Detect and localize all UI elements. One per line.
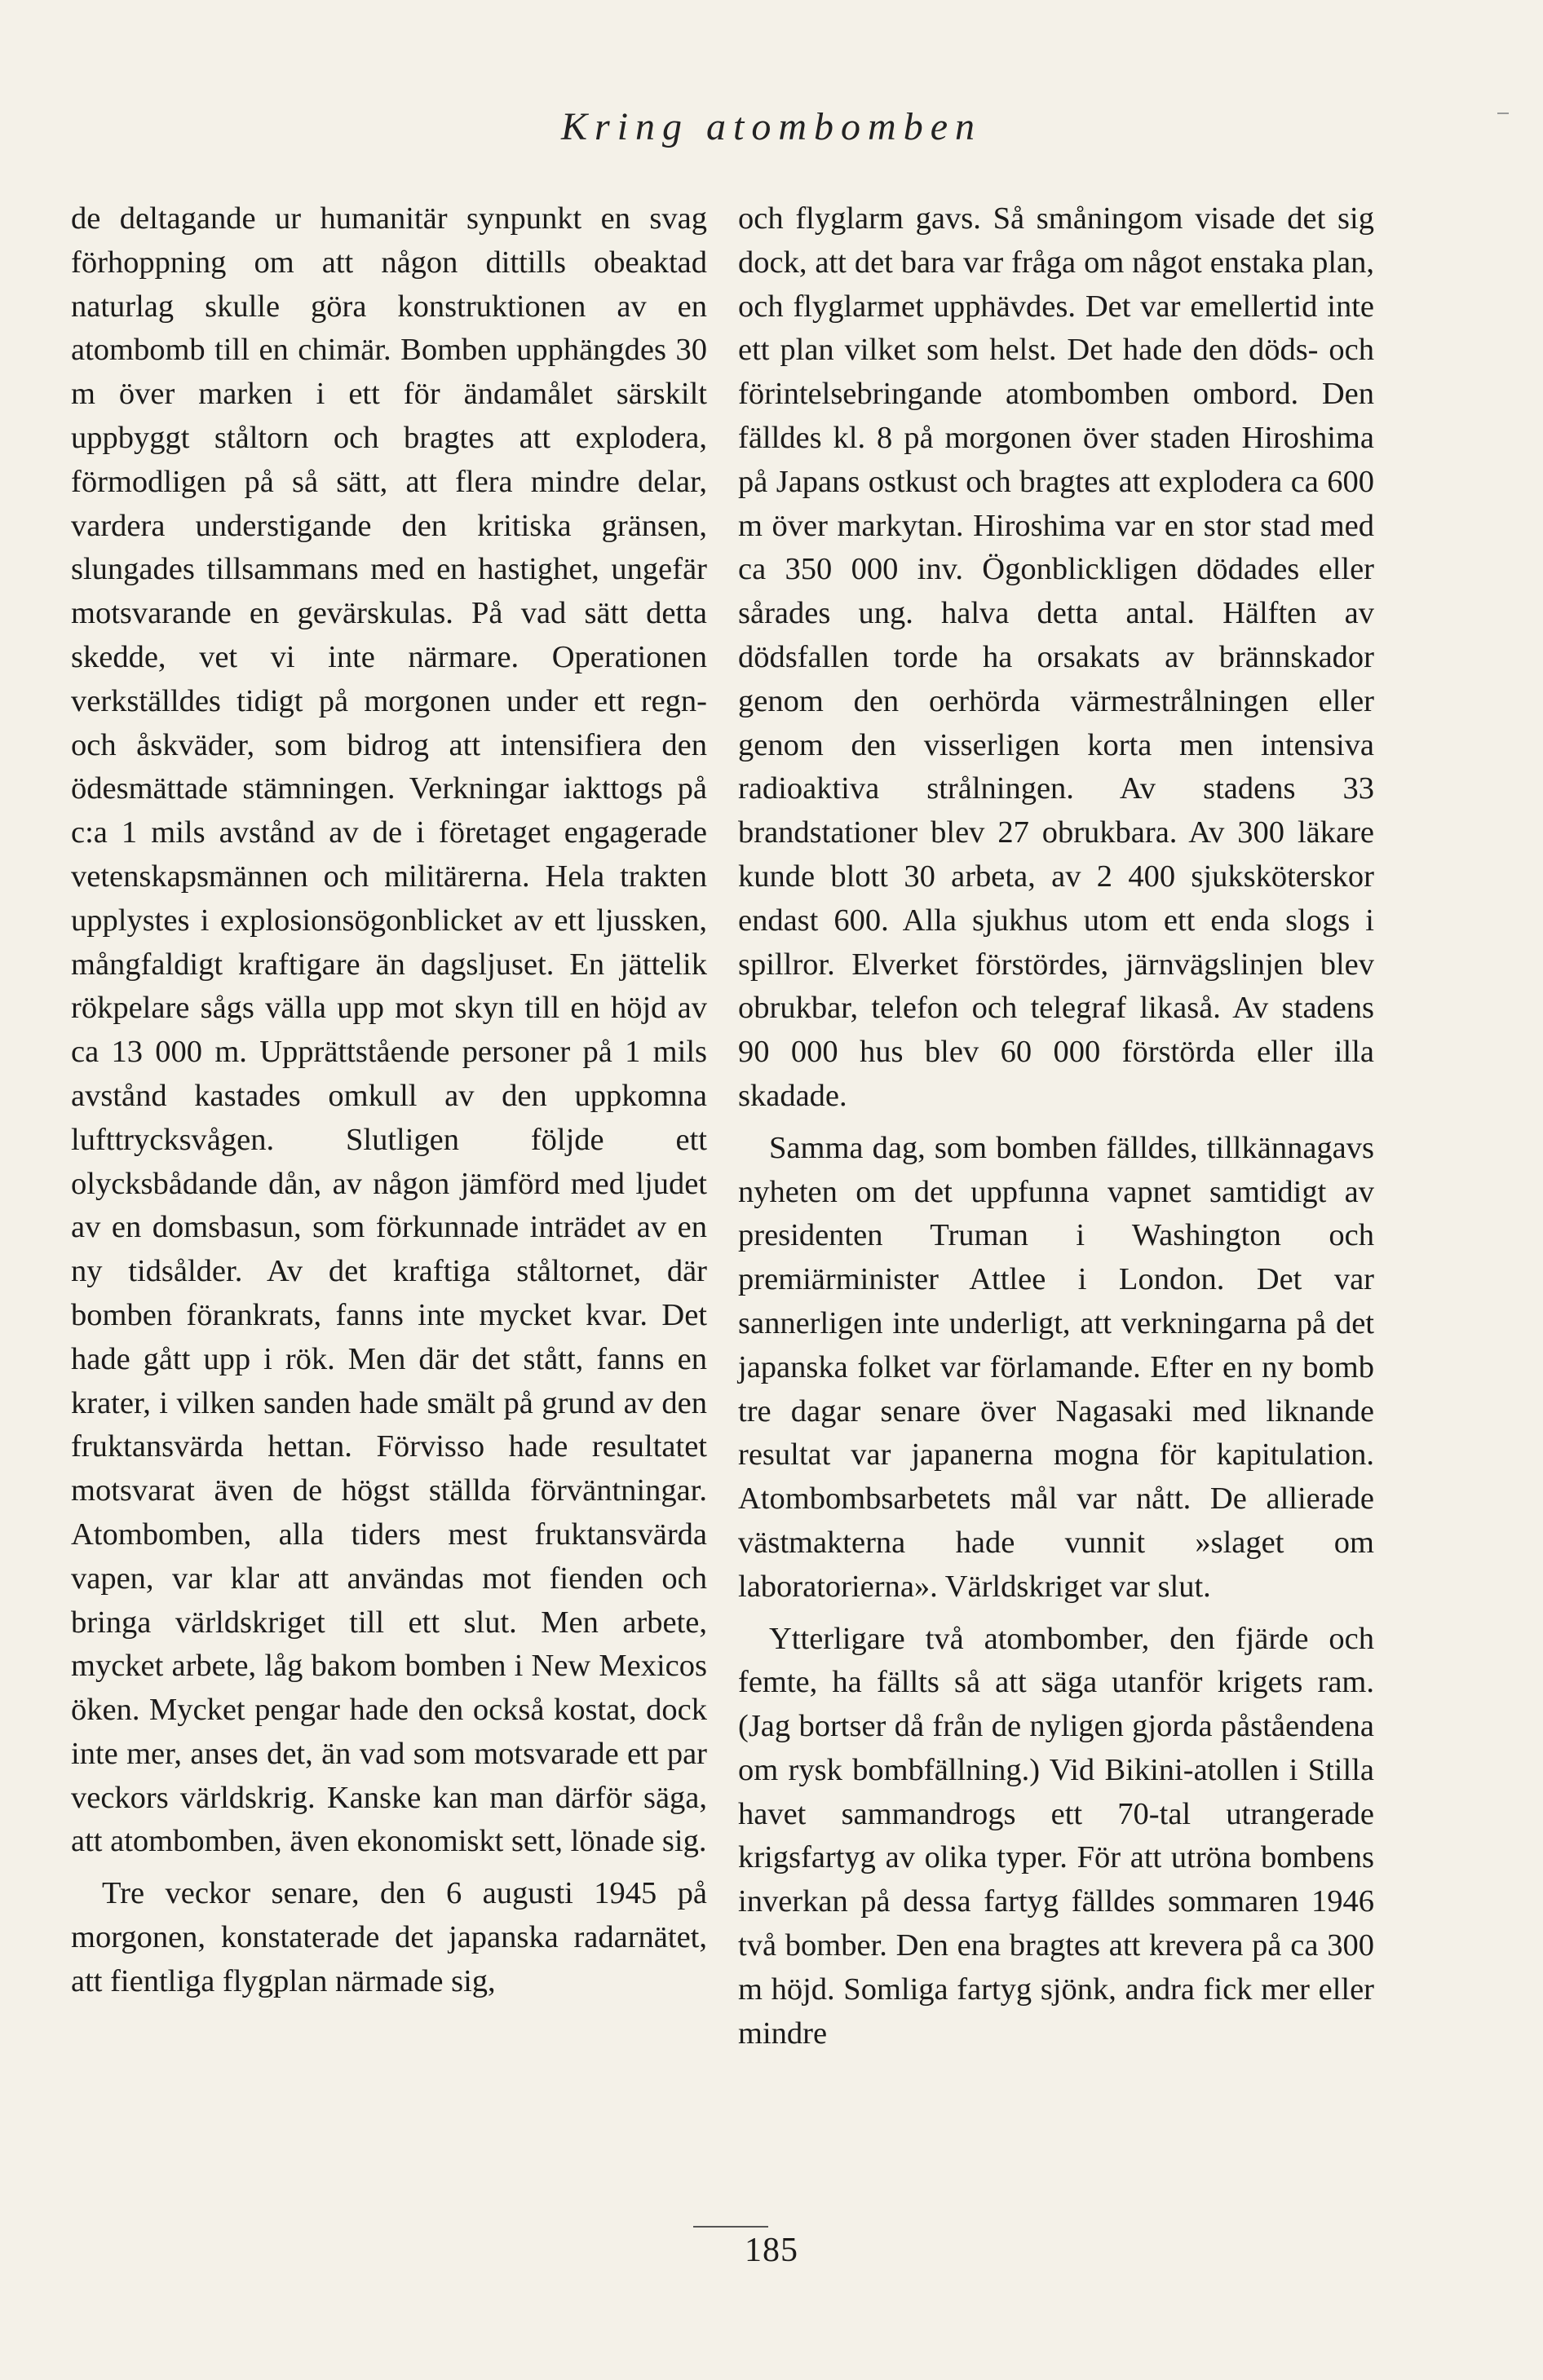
paragraph: Samma dag, som bomben fälldes, tillkännagavs nyheten om det uppfunna vapnet samtidigt av presidenten Truman i Washington och premiärminister Attlee i London. Det var sannerligen inte underligt, att verkningarna på det japanska folket var förlamande. Efter en ny bomb tre dagar senare över Nagasaki med liknande resultat var japanerna mogna för kapitulation. Atombombsarbetets mål var nått. De allierade västmakterna hade vunnit »slaget om laboratorierna». Världskriget var slut. [738,1130,1374,1604]
right-column [738,197,1374,2055]
left-column [71,197,707,2004]
paragraph: de deltagande ur humanitär synpunkt en svag förhoppning om att någon dittills obeaktad naturlag skulle göra konstruktionen av en atombomb till en chimär. Bomben upphängdes 30 m över marken i ett för ändamålet särskilt uppbyggt ståltorn och bragtes att explodera, förmodligen på så sätt, att flera mindre delar, vardera understigande den kritiska gränsen, slungades tillsammans med en hastighet, ungefär motsvarande en gevärskulas. På vad sätt detta skedde, vet vi inte närmare. Operationen verkställdes tidigt på morgonen under ett regn- och åskväder, som bidrog att intensifiera den ödesmättade stämningen. Verkningar iakttogs på c:a 1 mils avstånd av de i företaget engagerade vetenskapsmännen och militärerna. Hela trakten upplystes i explosionsögonblicket av ett ljussken, mångfaldigt kraftigare än dagsljuset. En jättelik rökpelare sågs välla upp mot skyn till en höjd av ca 13 000 m. Upprättstående personer på 1 mils avstånd kastades omkull av den uppkomna lufttrycksvågen. Slutligen följde ett olycksbådande dån, av någon jämförd med ljudet av en domsbasun, som förkunnade inträdet av en ny tidsålder. Av det kraftiga ståltornet, där bomben förankrats, fanns inte mycket kvar. Det hade gått upp i rök. Men där det stått, fanns en krater, i vilken sanden hade smält på grund av den fruktansvärda hettan. Förvisso hade resultatet motsvarat även de högst ställda förväntningar. Atombomben, alla tiders mest fruktansvärda vapen, var klar att användas mot fienden och bringa världskriget till ett slut. Men arbete, mycket arbete, låg bakom bomben i New Mexicos öken. Mycket pengar hade den också kostat, dock inte mer, anses det, än vad som motsvarade ett par veckors världskrig. Kanske kan man därför säga, att atombomben, även ekonomiskt sett, lönade sig. [71,201,707,1859]
paragraph: Ytterligare två atombomber, den fjärde och femte, ha fällts så att säga utanför krigets ram. (Jag bortser då från de nyligen gjorda påståendena om rysk bombfällning.) Vid Bikini-atollen i Stilla havet sammandrogs ett 70-tal utrangerade krigsfartyg av olika typer. För att utröna bombens inverkan på dessa fartyg fälldes sommaren 1946 två bomber. Den ena bragtes att krevera på ca 300 m höjd. Somliga fartyg sjönk, andra fick mer eller mindre [738,1621,1374,2051]
paragraph: och flyglarm gavs. Så småningom visade det sig dock, att det bara var fråga om något enstaka plan, och flyglarmet upphävdes. Det var emellertid inte ett plan vilket som helst. Det hade den döds- och förintelsebringande atombomben ombord. Den fälldes kl. 8 på morgonen över staden Hiroshima på Japans ostkust och bragtes att explodera ca 600 m över markytan. Hiroshima var en stor stad med ca 350 000 inv. Ögonblickligen dödades eller sårades ung. halva detta antal. Hälften av dödsfallen torde ha orsakats av brännskador genom den oerhörda värmestrålningen eller genom den visserligen korta men intensiva radioaktiva strålningen. Av stadens 33 brandstationer blev 27 obrukbara. Av 300 läkare kunde blott 30 arbeta, av 2 400 sjuksköterskor endast 600. Alla sjukhus utom ett enda slogs i spillror. Elverket förstördes, järnvägslinjen blev obrukbar, telefon och telegraf likaså. Av stadens 90 000 hus blev 60 000 förstörda eller illa skadade. [738,201,1374,1113]
page-number: 185 [745,2232,798,2269]
paragraph: Tre veckor senare, den 6 augusti 1945 på morgonen, konstaterade det japanska radarnätet, att fientliga flygplan närmade sig, [71,1876,707,1998]
folio-rule [693,2226,768,2228]
running-head: Kring atombomben [561,105,982,148]
